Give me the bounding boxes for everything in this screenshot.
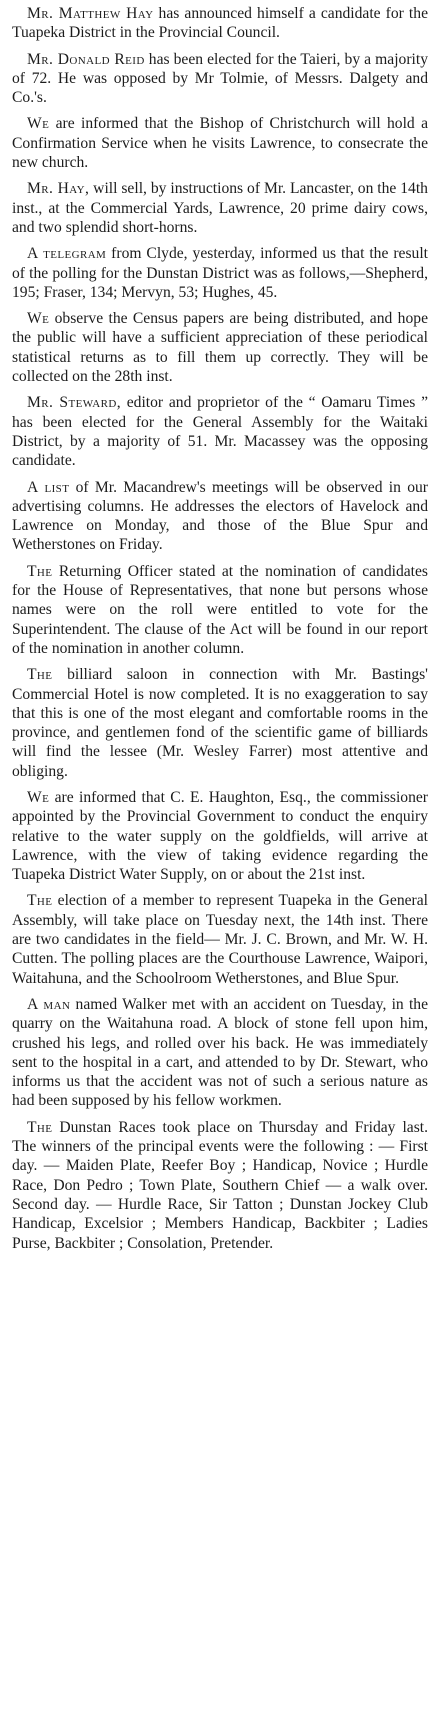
paragraph-lead: The [27, 666, 53, 684]
paragraph-text: named Walker met with an accident on Tuesday, in the quarry on the Waitahuna road. A block of stone fell upon him, crushed his legs, and rolled over his back. He was immediately sent to the hospital in a cart, and attended to by Dr. Stewart, who informs us that the accident was not of such a serious nature as had been supposed by his fellow workmen. [12, 995, 429, 1110]
news-paragraph [12, 393, 428, 470]
paragraph-text: billiard saloon in connection with Mr. Bastings' Commercial Hotel is now completed. It is no exaggeration to say that this is one of the most elegant and comfortable rooms in the province, and gentlemen fond of the scientific game of billiards will find the lessee (Mr. Wesley Farrer) most attentive and obliging. [12, 666, 428, 780]
news-paragraph [12, 891, 428, 987]
paragraph-text: of Mr. Macandrew's meetings will be observed in our advertising columns. He addresses the electors of Havelock and Lawrence on Monday, and those of the Blue Spur and Wetherstones on Friday. [12, 478, 428, 554]
paragraph-text: will sell, by instructions of Mr. Lancaster, on the 14th inst., at the Commercial Yards, Lawrence, 20 prime dairy cows, and two splendid short-horns. [12, 180, 428, 236]
paragraph-text: has announced himself a candidate for the Tuapeka District in the Provincial Council. [12, 5, 428, 42]
news-column [12, 4, 428, 1260]
news-paragraph [12, 562, 428, 658]
paragraph-text: has been elected for the Taieri, by a majority of 72. He was opposed by Mr Tolmie, of Messrs. Dalgety and Co.'s. [12, 50, 428, 107]
paragraph-text: Dunstan Races took place on Thursday and Friday last. The winners of the principal events were the following : — First day. — Maiden Plate, Reefer Boy ; Handicap, Novice ; Hurdle Race, Don Pedro ; Town Plate, Southern Chief — a walk over. Second day. — Hurdle Race, Sir Tatton ; Dunstan Jockey Club Handicap, Excelsior ; Members Handicap, Backbiter ; Ladies Purse, Backbiter ; Consolation, Pretender. [12, 1118, 428, 1252]
news-paragraph [12, 309, 428, 386]
paragraph-lead: We [27, 310, 50, 328]
paragraph-lead: Mr. Steward, [27, 394, 122, 412]
news-paragraph [12, 4, 428, 43]
paragraph-lead: A list [27, 478, 70, 496]
paragraph-text: are informed that the Bishop of Christchurch will hold a Confirmation Service when he visits Lawrence, to consecrate the new church. [12, 115, 428, 172]
paragraph-text: election of a member to represent Tuapeka in the General Assembly, will take place on Tuesday next, the 14th inst. There are two candidates in the field— Mr. J. C. Brown, and Mr. W. H. Cutten. The polling places are the Courthouse Lawrence, Waipori, Waitahuna, and the Schoolroom Wetherstones, and Blue Spur. [12, 892, 428, 987]
news-paragraph [12, 788, 428, 884]
paragraph-text: are informed that C. E. Haughton, Esq., the commissioner appointed by the Provincial Government to conduct the enquiry relative to the water supply on the goldfields, will arrive at Lawrence, with the view of taking evidence regarding the Tuapeka District Water Supply, on or about the 21st inst. [12, 788, 428, 884]
news-paragraph [12, 665, 428, 781]
news-paragraph [12, 1118, 428, 1253]
paragraph-lead: Mr. Hay, [27, 180, 90, 198]
paragraph-text: observe the Census papers are being distributed, and hope the public will have a sufficient appreciation of these periodical statistical returns as to fill them up correctly. They will be collected on the 28th inst. [12, 310, 428, 386]
paragraph-lead: A telegram [27, 245, 107, 263]
paragraph-lead: The [27, 562, 53, 580]
paragraph-lead: A man [27, 995, 71, 1013]
news-paragraph [12, 244, 428, 302]
news-paragraph [12, 114, 428, 172]
paragraph-lead: We [27, 788, 50, 806]
paragraph-text: from Clyde, yesterday, informed us that the result of the polling for the Dunstan District was as follows,—Shepherd, 195; Fraser, 134; Mervyn, 53; Hughes, 45. [12, 245, 428, 301]
paragraph-lead: Mr. Matthew Hay [27, 5, 154, 22]
paragraph-lead: The [27, 1118, 53, 1136]
news-paragraph [12, 179, 428, 237]
paragraph-lead: The [27, 892, 53, 910]
news-paragraph [12, 50, 428, 108]
paragraph-text: Returning Officer stated at the nomination of candidates for the House of Representatives, that none but persons whose names were on the roll were entitled to vote for the Superintendent. The clause of the Act will be found in our report of the nomination in another column. [12, 562, 428, 657]
paragraph-lead: Mr. Donald Reid [27, 50, 145, 68]
news-paragraph [12, 995, 428, 1111]
paragraph-lead: We [27, 115, 50, 133]
paragraph-text: editor and proprietor of the “ Oamaru Times ” has been elected for the General Assembly for the Waitaki District, by a majority of 51. Mr. Macassey was the opposing candidate. [12, 394, 429, 470]
news-paragraph [12, 478, 428, 555]
